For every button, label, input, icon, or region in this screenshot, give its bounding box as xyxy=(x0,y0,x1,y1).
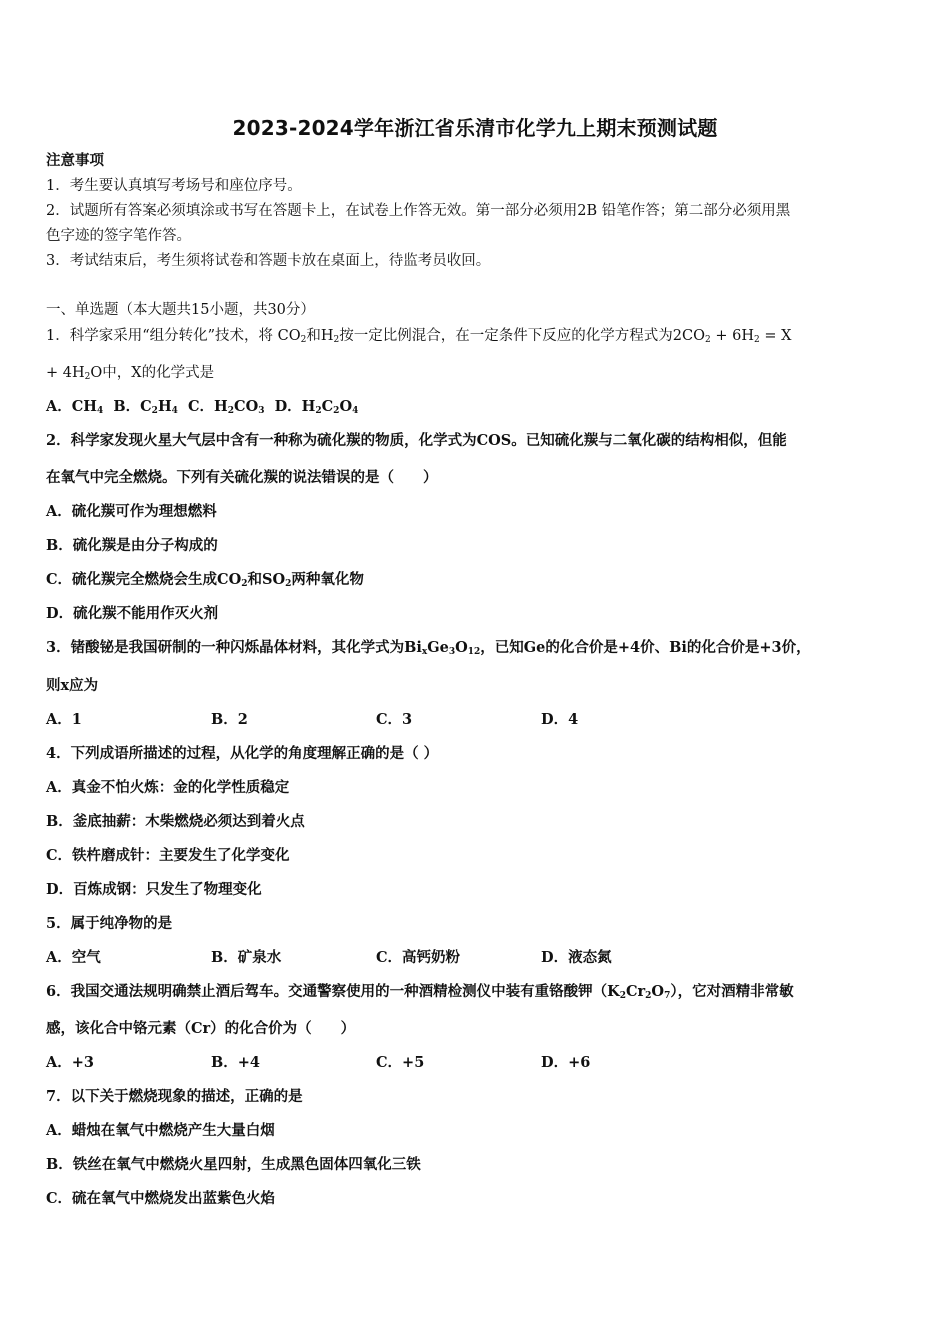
section-heading: 一、单选题（本大题共15小题，共30分） xyxy=(46,302,315,318)
q6-stem-line2: 感，该化合中铬元素（Cr）的化合价为（ ） xyxy=(46,1020,356,1037)
notice-item-2: 2．试题所有答案必须填涂或书写在答题卡上，在试卷上作答无效。第一部分必须用2B 铅笔作答；第二部分必须用黑 xyxy=(46,203,791,219)
q1-option-d: D．$H_2C_2O_4$ xyxy=(274,398,359,416)
q1-stem-line2: + $4H_2O$中，X的化学式是 xyxy=(46,365,215,382)
q5-option-c: C．高钙奶粉 xyxy=(376,949,461,966)
notice-heading: 注意事项 xyxy=(46,152,104,169)
q3-option-d: D．4 xyxy=(541,711,579,728)
q2-option-b: B．硫化羰是由分子构成的 xyxy=(46,537,218,554)
q3-option-a: A．1 xyxy=(46,711,82,728)
notice-item-1: 1．考生要认真填写考场号和座位序号。 xyxy=(46,178,302,194)
notice-item-2-cont: 色字迹的签字笔作答。 xyxy=(46,228,191,244)
q3-stem-line2: 则x应为 xyxy=(46,677,99,694)
q7-stem: 7．以下关于燃烧现象的描述，正确的是 xyxy=(46,1088,303,1105)
q3-option-c: C．3 xyxy=(376,711,413,728)
q6-stem-line1: 6．我国交通法规明确禁止酒后驾车。交通警察使用的一种酒精检测仪中装有重铬酸钾$(K_2Cr_2O_7)$，它对酒精非常敏 xyxy=(46,983,794,1001)
page-title: 2023-2024学年浙江省乐清市化学九上期末预测试题 xyxy=(232,116,718,140)
q1-options xyxy=(46,397,908,417)
q4-option-c: C．铁杵磨成针：主要发生了化学变化 xyxy=(46,847,290,864)
q1-option-a: A．$CH_4$ xyxy=(46,398,104,416)
q1-option-c: C．$H_2CO_3$ xyxy=(188,398,265,416)
q3-stem-line1: 3．锗酸铋是我国研制的一种闪烁晶体材料，其化学式为$Bi_xGe_3O_{12}$，已知Ge的化合价是+4价、Bi的化合价是+3价， xyxy=(46,639,811,657)
q2-option-d: D．硫化羰不能用作灭火剂 xyxy=(46,605,219,622)
q2-option-c: C．硫化羰完全燃烧会生成$CO_2$和$SO_2$两种氧化物 xyxy=(46,571,364,589)
q4-option-b: B．釜底抽薪：木柴燃烧必须达到着火点 xyxy=(46,813,305,830)
q4-option-d: D．百炼成钢：只发生了物理变化 xyxy=(46,881,262,898)
q2-stem-line1: 2．科学家发现火星大气层中含有一种称为硫化羰的物质，化学式为COS。已知硫化羰与二氧化碳的结构相似，但能 xyxy=(46,432,787,449)
q6-option-a: A．+3 xyxy=(46,1054,94,1071)
q2-stem-line2: 在氧气中完全燃烧。下列有关硫化羰的说法错误的是（ ） xyxy=(46,469,438,486)
q6-option-b: B．+4 xyxy=(211,1054,260,1071)
q4-option-a: A．真金不怕火炼：金的化学性质稳定 xyxy=(46,779,290,796)
q7-option-b: B．铁丝在氧气中燃烧火星四射，生成黑色固体四氧化三铁 xyxy=(46,1156,421,1173)
q7-option-a: A．蜡烛在氧气中燃烧产生大量白烟 xyxy=(46,1122,275,1139)
q6-option-d: D．+6 xyxy=(541,1054,591,1071)
q1-option-b: B．$C_2H_4$ xyxy=(113,398,178,416)
notice-item-3: 3．考试结束后，考生须将试卷和答题卡放在桌面上，待监考员收回。 xyxy=(46,253,491,269)
q5-option-b: B．矿泉水 xyxy=(211,949,282,966)
q5-option-a: A．空气 xyxy=(46,949,101,966)
q4-stem: 4．下列成语所描述的过程，从化学的角度理解正确的是（ ） xyxy=(46,745,439,762)
q7-option-c: C．硫在氧气中燃烧发出蓝紫色火焰 xyxy=(46,1190,276,1207)
q6-option-c: C．+5 xyxy=(376,1054,425,1071)
q5-stem: 5．属于纯净物的是 xyxy=(46,915,173,932)
q3-option-b: B．2 xyxy=(211,711,248,728)
q2-option-a: A．硫化羰可作为理想燃料 xyxy=(46,503,217,520)
q1-stem-line1: 1．科学家采用“组分转化”技术，将 $CO_2$和$H_2$按一定比例混合，在一定条件下反应的化学方程式为$2CO_2 + 6H_2 = X$ xyxy=(46,328,792,345)
q5-option-d: D．液态氮 xyxy=(541,949,612,966)
